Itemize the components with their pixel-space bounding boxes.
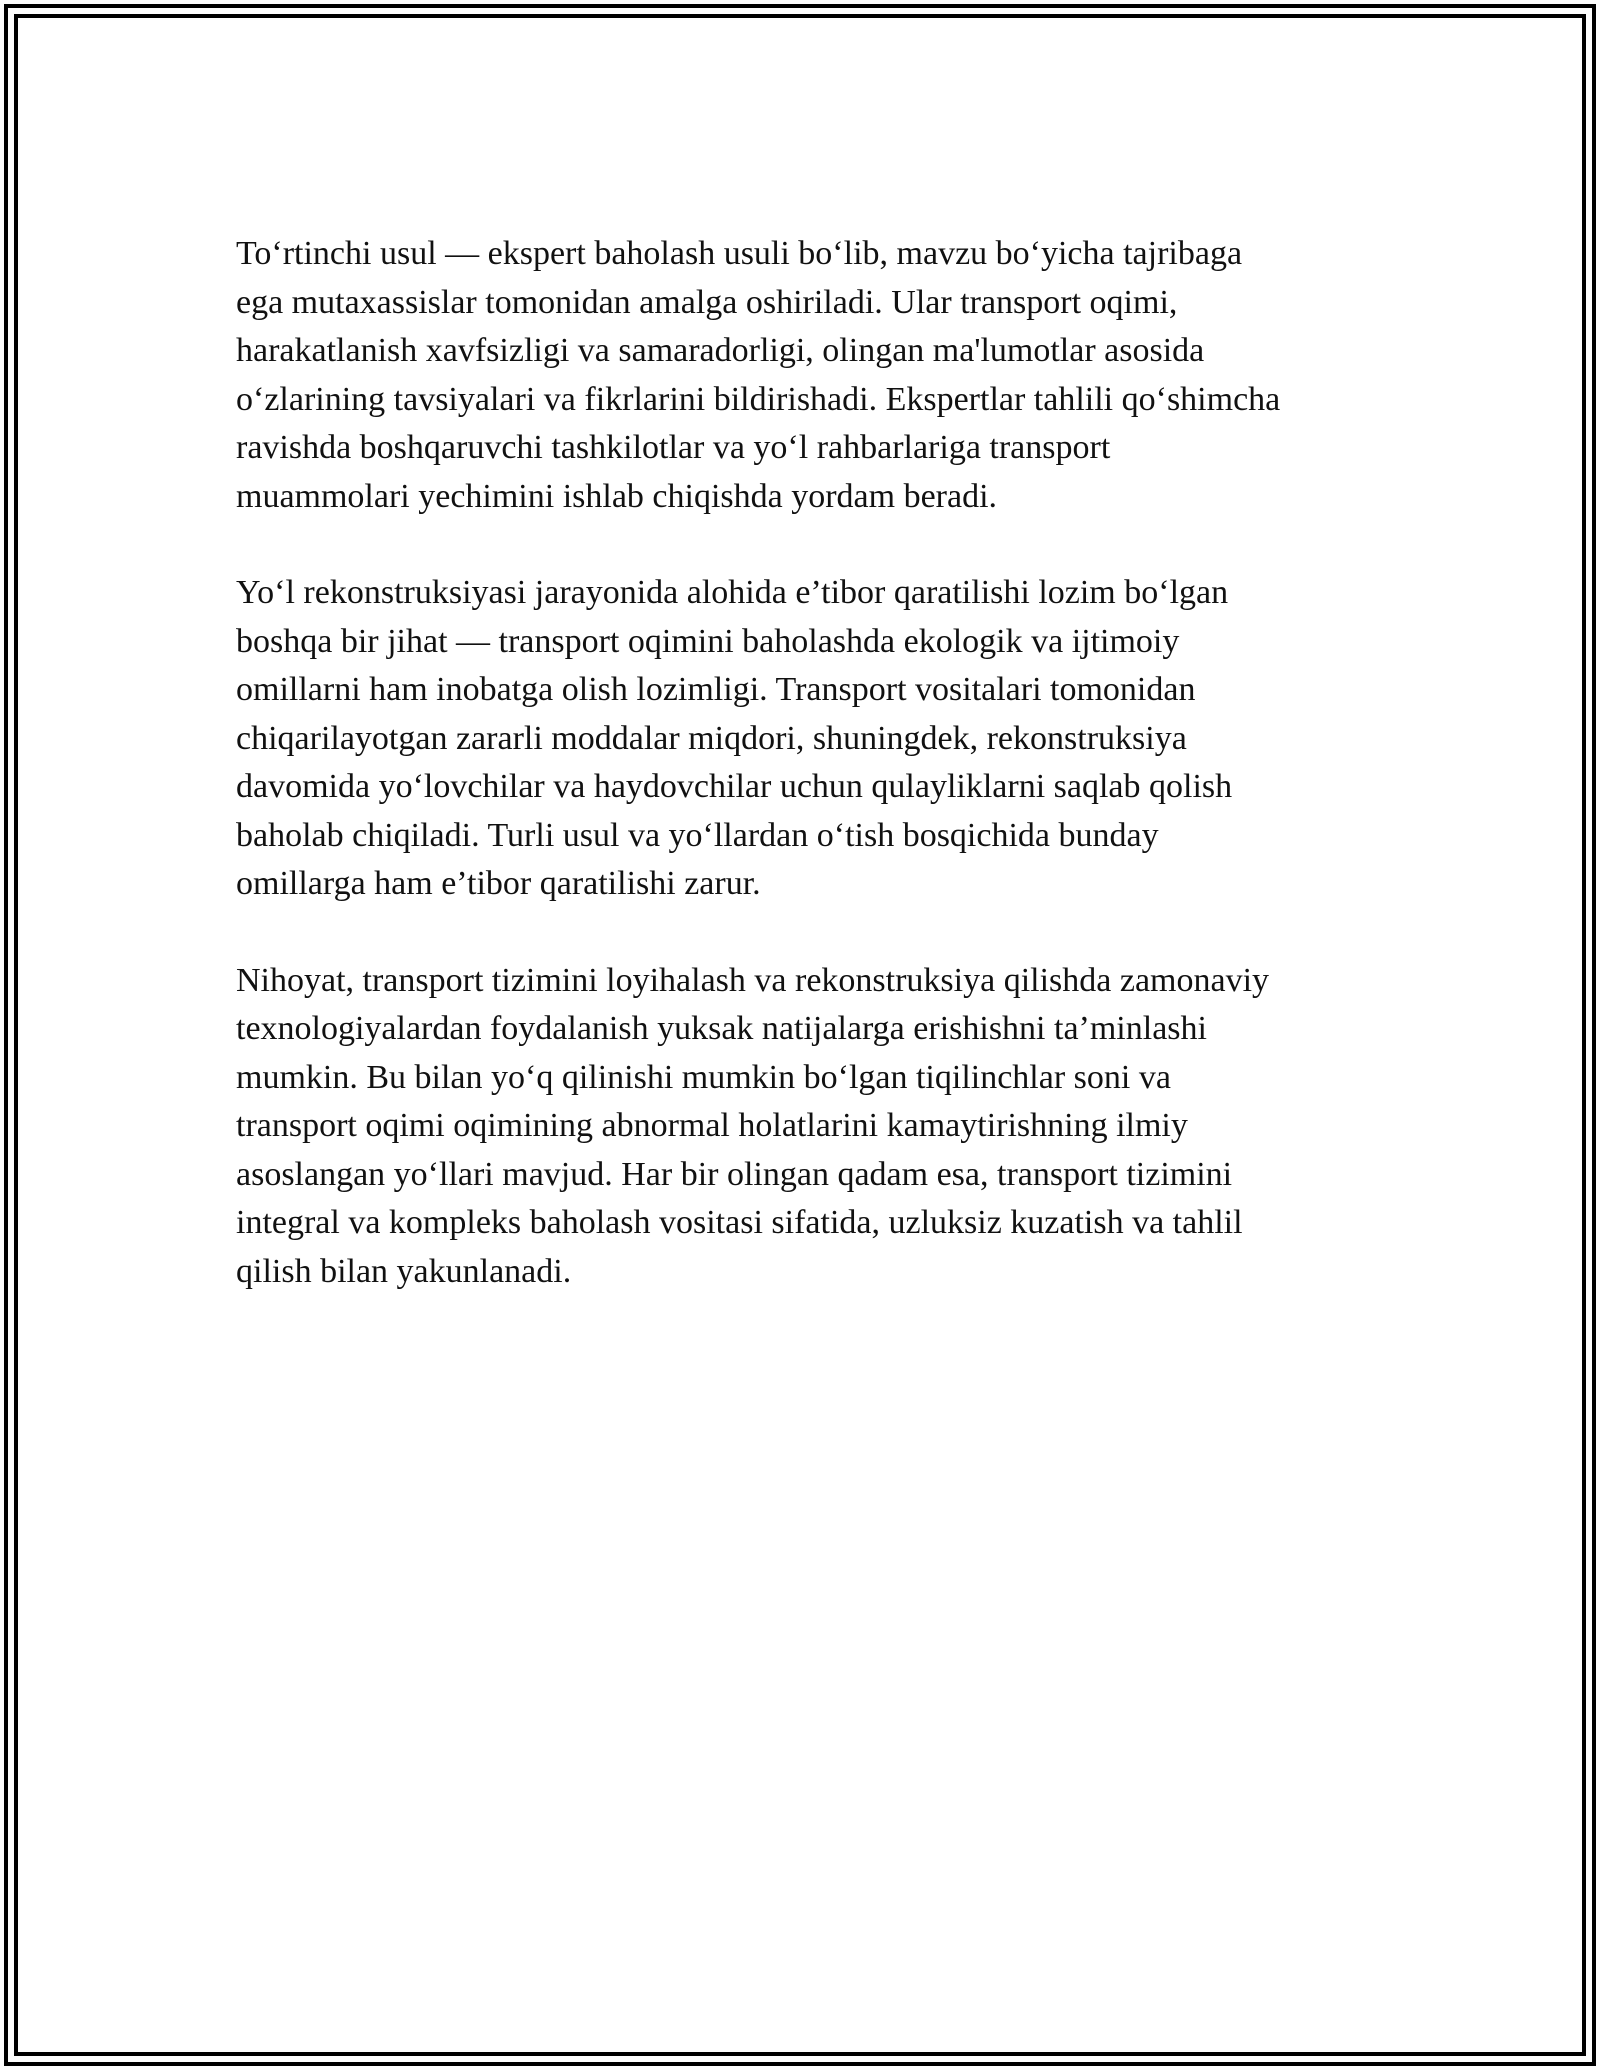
- paragraph-expert-assessment: To‘rtinchi usul — ekspert baholash usuli bo‘lib, mavzu bo‘yicha tajribaga ega mutaxassislar tomonidan amalga oshiriladi. Ular transport oqimi, harakatlanish xavfsizligi va samaradorligi, olingan ma'lumotlar asosida o‘zlarining tavsiyalari va fikrlarini bildirishadi. Ekspertlar tahlili qo‘shimcha ravishda boshqaruvchi tashkilotlar va yo‘l rahbarlariga transport muammolari yechimini ishlab chiqishda yordam beradi.: [236, 235, 1281, 515]
- document-body: [236, 230, 1376, 1344]
- paragraph-modern-technologies: Nihoyat, transport tizimini loyihalash va rekonstruksiya qilishda zamonaviy texnologiyalardan foydalanish yuksak natijalarga erishishni ta’minlashi mumkin. Bu bilan yo‘q qilinishi mumkin bo‘lgan tiqilinchlar soni va transport oqimi oqimining abnormal holatlarini kamaytirishning ilmiy asoslangan yo‘llari mavjud. Har bir olingan qadam esa, transport tizimini integral va kompleks baholash vositasi sifatida, uzluksiz kuzatish va tahlil qilish bilan yakunlanadi.: [236, 961, 1270, 1290]
- paragraph-ecological-factors: Yo‘l rekonstruksiyasi jarayonida alohida e’tibor qaratilishi lozim bo‘lgan boshqa bir jihat — transport oqimini baholashda ekologik va ijtimoiy omillarni ham inobatga olish lozimligi. Transport vositalari tomonidan chiqarilayotgan zararli moddalar miqdori, shuningdek, rekonstruksiya davomida yo‘lovchilar va haydovchilar uchun qulayliklarni saqlab qolish baholab chiqiladi. Turli usul va yo‘llardan o‘tish bosqichida bunday omillarga ham e’tibor qaratilishi zarur.: [236, 574, 1233, 902]
